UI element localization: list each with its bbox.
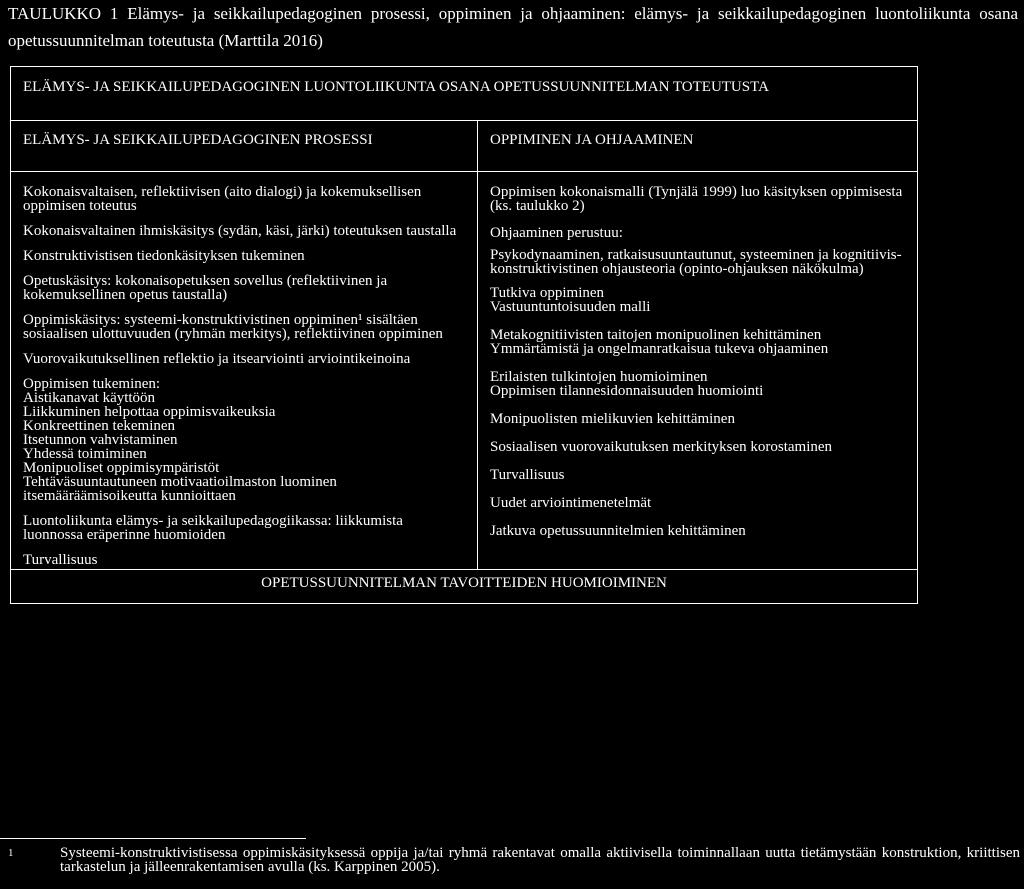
right-column-header: OPPIMINEN JA OHJAAMINEN [478,121,918,172]
right-column-items [478,172,918,570]
list-item: Uudet arviointimenetelmät [490,495,652,511]
list-item: Metakognitiivisten taitojen monipuolinen kehittäminen Ymmärtämistä ja ongelmanratkaisua tukeva ohjaaminen [490,327,829,357]
left-column-items [11,172,478,570]
list-item: Vuorovaikutuksellinen reflektio ja itsearviointi arviointikeinoina [23,351,411,367]
list-item: Opetuskäsitys: kokonaisopetuksen sovellus (reflektiivinen ja kokemuksellinen opetus taustalla) [23,273,388,303]
list-item: Oppimisen kokonaismalli (Tynjälä 1999) luo käsityksen oppimisesta (ks. taulukko 2) [490,184,903,214]
list-item: Oppimisen tukeminen: Aistikanavat käyttöön Liikkuminen helpottaa oppimisvaikeuksia Konkreettinen tekeminen Itsetunnon vahvistaminen Yhdessä toimiminen Monipuoliset oppimisympäristöt Tehtäväsuuntautuneen motivaatioilmaston luominen itsemääräämisoikeutta kunnioittaen [23,376,337,504]
table-title: ELÄMYS- JA SEIKKAILUPEDAGOGINEN LUONTOLIIKUNTA OSANA OPETUSSUUNNITELMAN TOTEUTUSTA [11,67,918,121]
list-item: Oppimiskäsitys: systeemi-konstruktivistinen oppiminen¹ sisältäen sosiaalisen ulottuvuuden (ryhmän merkitys), reflektiivinen oppiminen [23,312,443,342]
list-item: Sosiaalisen vuorovaikutuksen merkityksen korostaminen [490,439,833,455]
footnote-divider [0,838,306,839]
list-item: Jatkuva opetussuunnitelmien kehittäminen [490,523,746,539]
left-column-header: ELÄMYS- JA SEIKKAILUPEDAGOGINEN PROSESSI [11,121,478,172]
list-item: Kokonaisvaltainen ihmiskäsitys (sydän, käsi, järki) toteutuksen taustalla [23,223,457,239]
list-item: Psykodynaaminen, ratkaisusuuntautunut, systeeminen ja kognitiivis-konstruktivistinen ohjausteoria (opinto-ohjauksen näkökulma) [490,247,902,277]
footnote-text: Systeemi-konstruktivistisessa oppimiskäsityksessä oppija ja/tai ryhmä rakentavat omalla aktiivisella toiminnallaan uutta tietämystään konstruktion, kriittisen tarkastelun ja jälleenrakentamisen avulla (ks. Karppinen 2005). [60,845,1020,875]
list-item: Monipuolisten mielikuvien kehittäminen [490,411,735,427]
list-item: Kokonaisvaltaisen, reflektiivisen (aito dialogi) ja kokemuksellisen oppimisen toteutus [23,184,422,214]
footnote-mark: 1 [8,847,14,859]
list-item: Erilaisten tulkintojen huomioiminen Oppimisen tilannesidonnaisuuden huomiointi [490,369,764,399]
list-item: Ohjaaminen perustuu: [490,225,623,241]
table-caption: TAULUKKO 1 Elämys- ja seikkailupedagoginen prosessi, oppiminen ja ohjaaminen: elämys- ja seikkailupedagoginen luontoliikunta osana opetussuunnitelman toteutusta (Marttila 2016) [8,4,1018,50]
list-item: Luontoliikunta elämys- ja seikkailupedagogiikassa: liikkumista luonnossa eräperinne huomioiden [23,513,403,543]
table-footer: OPETUSSUUNNITELMAN TAVOITTEIDEN HUOMIOIMINEN [11,570,918,604]
list-item: Tutkiva oppiminen Vastuuntuntoisuuden malli [490,285,651,315]
list-item: Turvallisuus [490,467,565,483]
content-table [10,66,918,604]
list-item: Turvallisuus [23,552,98,568]
list-item: Konstruktivistisen tiedonkäsityksen tukeminen [23,248,305,264]
